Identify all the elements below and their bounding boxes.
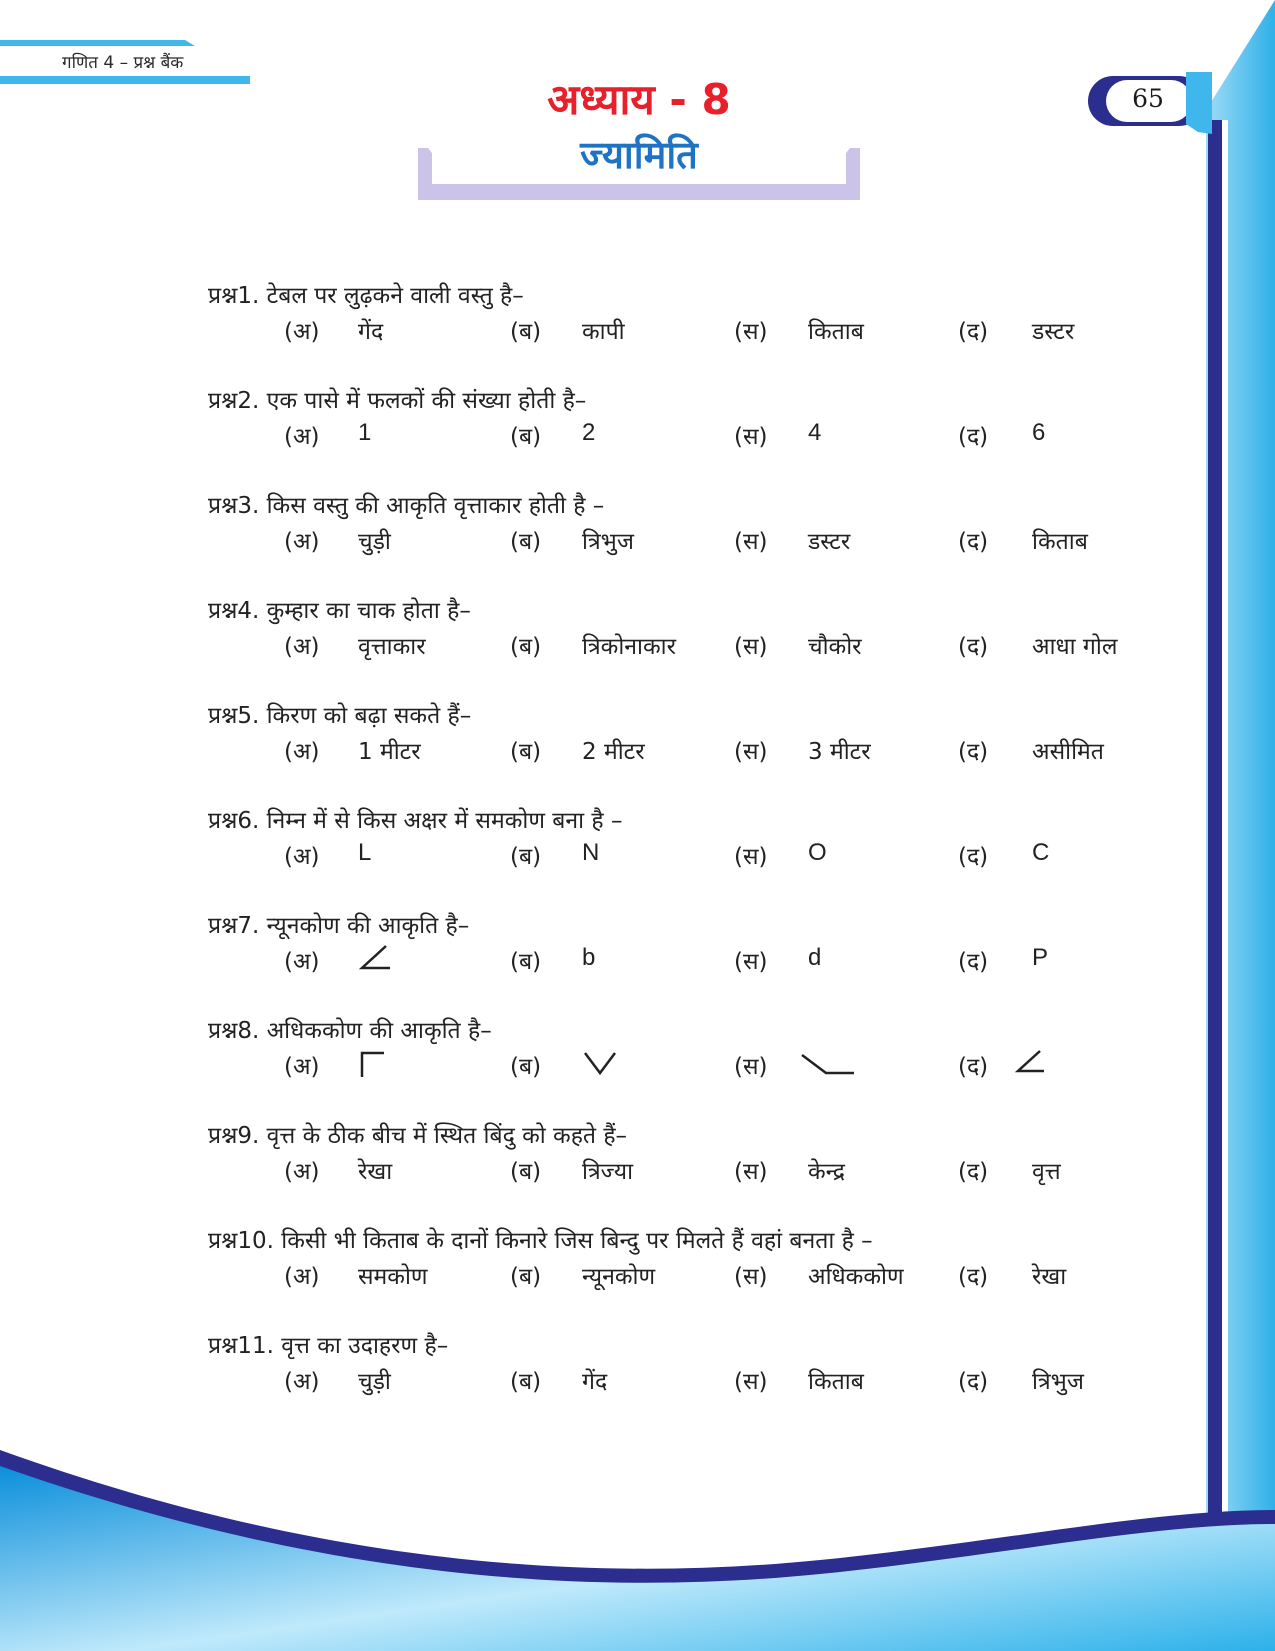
- option-label: (स): [734, 634, 768, 660]
- option-value: O: [808, 839, 827, 866]
- option-label: (द): [958, 844, 989, 870]
- option-value: वृत्ताकार: [358, 634, 426, 660]
- question-10: [208, 1223, 1198, 1319]
- option-value: चुड़ी: [358, 529, 391, 555]
- option-label: (स): [734, 949, 768, 975]
- option-value: किताब: [1032, 529, 1088, 555]
- option-value: 3 मीटर: [808, 739, 871, 765]
- option-label: (द): [958, 529, 989, 555]
- question-text: प्रश्न3. किस वस्तु की आकृति वृत्ताकार होती है –: [208, 493, 605, 519]
- question-text: प्रश्न6. निम्न में से किस अक्षर में समकोण बना है –: [208, 808, 623, 834]
- option-value: रेखा: [1032, 1264, 1067, 1290]
- option-label: (द): [958, 319, 989, 345]
- option-label: (ब): [510, 1159, 542, 1185]
- option-label: (अ): [284, 319, 320, 345]
- option-label: (अ): [284, 1369, 320, 1395]
- question-5: [208, 698, 1198, 794]
- option-label: (अ): [284, 424, 320, 450]
- option-value: असीमित: [1032, 739, 1104, 765]
- option-label: (अ): [284, 1264, 320, 1290]
- option-value: b: [582, 944, 596, 971]
- option-label: (द): [958, 739, 989, 765]
- option-value: त्रिभुज: [1032, 1369, 1084, 1395]
- option-value: 2: [582, 419, 596, 446]
- option-label: (ब): [510, 949, 542, 975]
- option-value: डस्टर: [1032, 319, 1075, 345]
- chapter-number: अध्याय - 8: [547, 75, 731, 124]
- option-value: त्रिकोनाकार: [582, 634, 677, 660]
- question-text: प्रश्न7. न्यूनकोण की आकृति है–: [208, 913, 470, 939]
- option-label: (अ): [284, 529, 320, 555]
- option-label: (ब): [510, 1369, 542, 1395]
- page-number: 65: [1132, 84, 1164, 113]
- option-value: वृत्त: [1032, 1159, 1061, 1185]
- option-value: किताब: [808, 319, 864, 345]
- option-label: (ब): [510, 424, 542, 450]
- option-label: (द): [958, 634, 989, 660]
- option-label: (अ): [284, 844, 320, 870]
- option-value: C: [1032, 839, 1050, 866]
- option-label: (स): [734, 1159, 768, 1185]
- option-label: (द): [958, 424, 989, 450]
- right-angle-icon: [358, 1049, 388, 1079]
- option-label: (स): [734, 739, 768, 765]
- v-angle-icon: [582, 1049, 618, 1079]
- option-label: (ब): [510, 844, 542, 870]
- option-label: (स): [734, 529, 768, 555]
- question-text: प्रश्न9. वृत्त के ठीक बीच में स्थित बिंदु को कहते हैं–: [208, 1123, 628, 1149]
- question-9: [208, 1118, 1198, 1214]
- option-value: चुड़ी: [358, 1369, 391, 1395]
- option-value: त्रिज्या: [582, 1159, 634, 1185]
- question-6: [208, 803, 1198, 899]
- option-label: (स): [734, 319, 768, 345]
- bottom-wave: [0, 1450, 1275, 1651]
- option-value: न्यूनकोण: [582, 1264, 656, 1290]
- option-value: अधिककोण: [808, 1264, 904, 1290]
- option-value: रेखा: [358, 1159, 393, 1185]
- option-label: (ब): [510, 739, 542, 765]
- question-7: [208, 908, 1198, 1004]
- option-value: L: [358, 839, 372, 866]
- option-label: (स): [734, 1369, 768, 1395]
- option-value: 1: [358, 419, 372, 446]
- option-label: (अ): [284, 1159, 320, 1185]
- question-4: [208, 593, 1198, 689]
- question-3: [208, 488, 1198, 584]
- option-label: (अ): [284, 634, 320, 660]
- option-label: (द): [958, 1369, 989, 1395]
- option-value: 2 मीटर: [582, 739, 645, 765]
- question-text: प्रश्न1. टेबल पर लुढ़कने वाली वस्तु है–: [208, 283, 524, 309]
- book-title: गणित 4 – प्रश्न बैंक: [62, 53, 184, 73]
- question-2: [208, 383, 1198, 479]
- option-label: (अ): [284, 1054, 320, 1080]
- option-label: (द): [958, 1264, 989, 1290]
- option-value: किताब: [808, 1369, 864, 1395]
- option-value: त्रिभुज: [582, 529, 634, 555]
- option-value: डस्टर: [808, 529, 851, 555]
- option-label: (ब): [510, 529, 542, 555]
- option-label: (स): [734, 424, 768, 450]
- chapter-title: ज्यामिति: [580, 133, 698, 177]
- option-value: P: [1032, 944, 1049, 971]
- obtuse-angle-icon: [800, 1049, 856, 1079]
- option-value: चौकोर: [808, 634, 862, 660]
- option-label: (स): [734, 1264, 768, 1290]
- question-text: प्रश्न5. किरण को बढ़ा सकते हैं–: [208, 703, 472, 729]
- question-1: [208, 278, 1198, 374]
- question-8: [208, 1013, 1198, 1109]
- question-11: [208, 1328, 1198, 1424]
- option-label: (द): [958, 1054, 989, 1080]
- option-value: d: [808, 944, 822, 971]
- option-label: (द): [958, 1159, 989, 1185]
- option-value: समकोण: [358, 1264, 428, 1290]
- option-value: कापी: [582, 319, 625, 345]
- option-value: आधा गोल: [1032, 634, 1118, 660]
- option-label: (स): [734, 844, 768, 870]
- option-value: 6: [1032, 419, 1046, 446]
- option-value: N: [582, 839, 600, 866]
- acute-angle-icon: [358, 944, 392, 974]
- question-text: प्रश्न11. वृत्त का उदाहरण है–: [208, 1333, 449, 1359]
- option-label: (द): [958, 949, 989, 975]
- option-label: (ब): [510, 319, 542, 345]
- option-label: (स): [734, 1054, 768, 1080]
- question-text: प्रश्न8. अधिककोण की आकृति है–: [208, 1018, 492, 1044]
- question-text: प्रश्न4. कुम्हार का चाक होता है–: [208, 598, 471, 624]
- option-label: (ब): [510, 634, 542, 660]
- question-text: प्रश्न10. किसी भी किताब के दानों किनारे जिस बिन्दु पर मिलते हैं वहां बनता है –: [208, 1228, 873, 1254]
- option-value: केन्द्र: [808, 1159, 845, 1185]
- option-label: (ब): [510, 1054, 542, 1080]
- option-value: गेंद: [358, 319, 384, 345]
- question-text: प्रश्न2. एक पासे में फलकों की संख्या होती है–: [208, 388, 587, 414]
- option-label: (अ): [284, 949, 320, 975]
- acute-angle-icon: [1014, 1049, 1048, 1079]
- option-label: (ब): [510, 1264, 542, 1290]
- option-value: 4: [808, 419, 822, 446]
- option-value: 1 मीटर: [358, 739, 421, 765]
- option-label: (अ): [284, 739, 320, 765]
- option-value: गेंद: [582, 1369, 608, 1395]
